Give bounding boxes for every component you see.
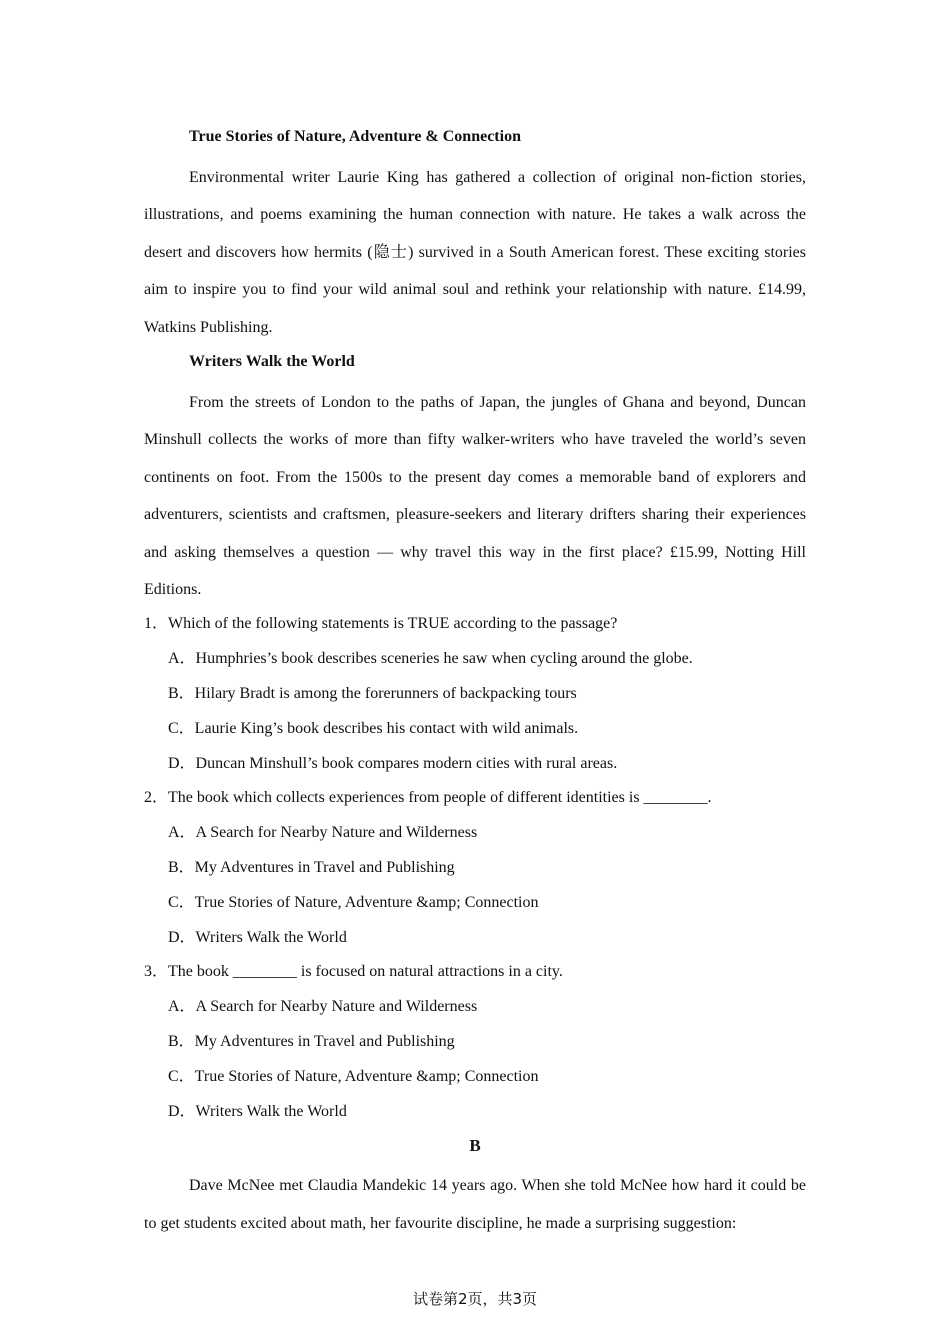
section-b-title: B <box>469 1136 481 1156</box>
book-title-writers-walk: Writers Walk the World <box>189 353 355 371</box>
page-content <box>144 124 806 1245</box>
question-2 <box>144 785 806 950</box>
option-d: D．Writers Walk the World <box>168 1102 347 1120</box>
option-b: B．My Adventures in Travel and Publishing <box>168 859 455 877</box>
option-c: C．Laurie King’s book describes his contact with wild animals. <box>168 719 579 737</box>
page-footer: 试卷第2页，共3页 <box>412 1290 538 1308</box>
question-1 <box>144 611 806 776</box>
option-c: C．True Stories of Nature, Adventure &amp; Connection <box>168 1067 539 1085</box>
question-stem: 1．Which of the following statements is TRUE according to the passage? <box>144 615 618 633</box>
option-a: A．A Search for Nearby Nature and Wilderness <box>168 824 478 842</box>
option-b: B．Hilary Bradt is among the forerunners of backpacking tours <box>168 685 577 703</box>
book-description-true-stories: Environmental writer Laurie King has gathered a collection of original non-fiction stories, illustrations, and poems examining the human connection with nature. He takes a walk across the desert and discovers how hermits (隐士) survived in a South American forest. These exciting stories aim to inspire you to find your wild animal soul and rethink your relationship with nature. £14.99, Watkins Publishing. <box>144 169 806 336</box>
book-description-writers-walk: From the streets of London to the paths of Japan, the jungles of Ghana and beyond, Duncan Minshull collects the works of more than fifty walker-writers who have traveled the world’s seven continents on foot. From the 1500s to the present day comes a memorable band of explorers and adventurers, scientists and craftsmen, pleasure-seekers and literary drifters sharing their experiences and asking themselves a question — why travel this way in the first place? £15.99, Notting Hill Editions. <box>144 394 806 599</box>
question-3 <box>144 959 806 1124</box>
option-b: B．My Adventures in Travel and Publishing <box>168 1033 455 1051</box>
section-b-passage: Dave McNee met Claudia Mandekic 14 years ago. When she told McNee how hard it could be to get students excited about math, her favourite discipline, he made a surprising suggestion: <box>144 1177 806 1232</box>
question-stem: 3．The book ________ is focused on natural attractions in a city. <box>144 963 563 981</box>
option-d: D．Duncan Minshull’s book compares modern cities with rural areas. <box>168 754 618 772</box>
book-title-true-stories: True Stories of Nature, Adventure & Connection <box>189 128 521 145</box>
option-c: C．True Stories of Nature, Adventure &amp; Connection <box>168 893 539 911</box>
question-stem: 2．The book which collects experiences from people of different identities is ________. <box>144 789 712 807</box>
option-a: A．Humphries’s book describes sceneries he saw when cycling around the globe. <box>168 650 693 668</box>
option-d: D．Writers Walk the World <box>168 928 347 946</box>
option-a: A．A Search for Nearby Nature and Wilderness <box>168 998 478 1016</box>
